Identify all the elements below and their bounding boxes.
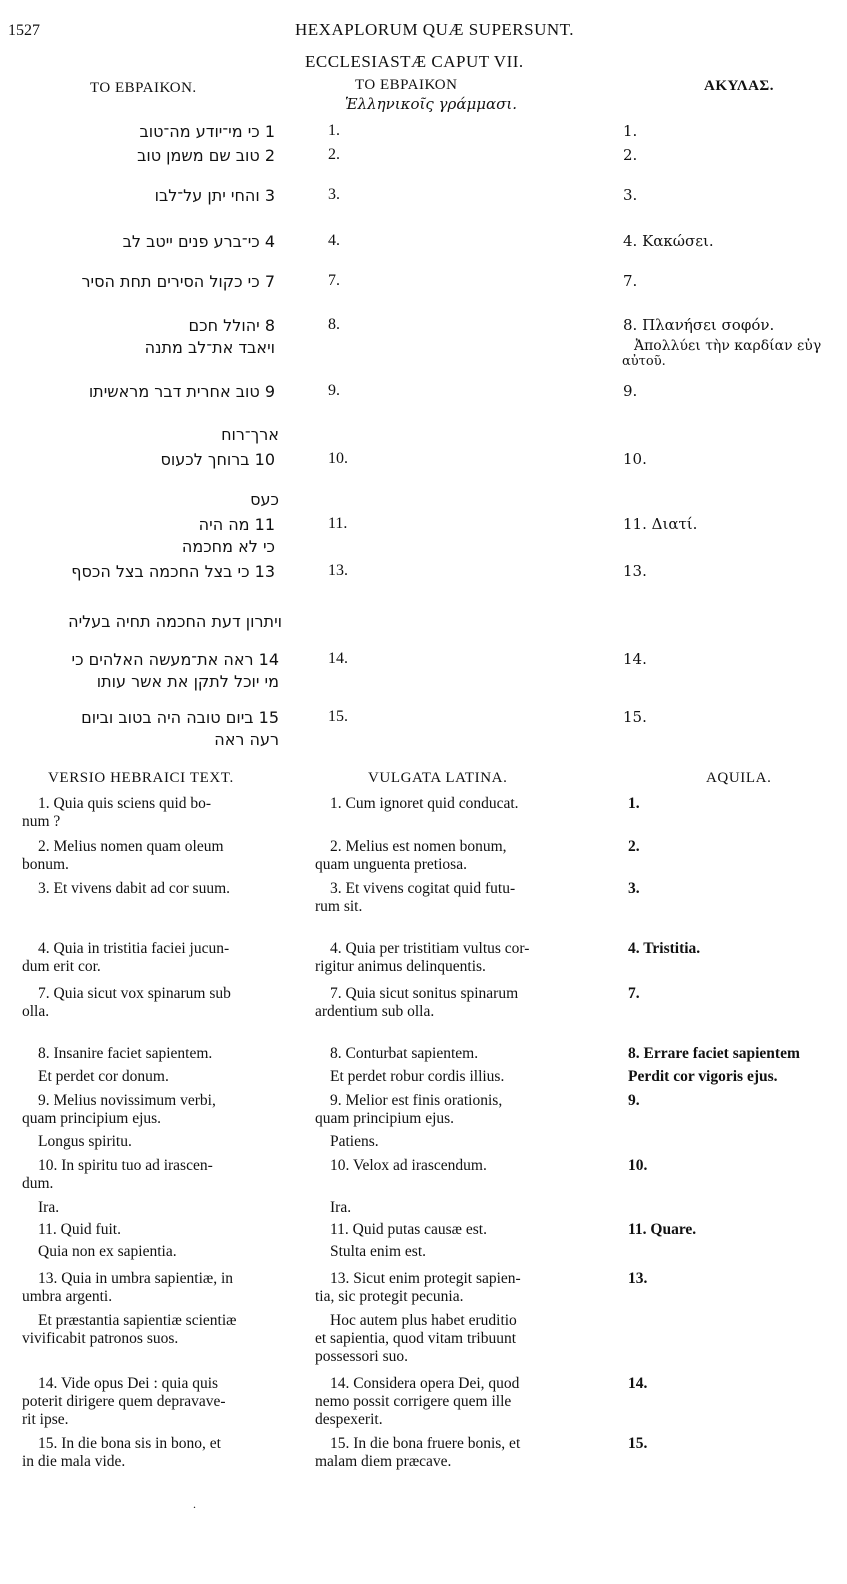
aquila-latin-line: 1. [628,795,640,812]
aquila-greek-entry: 8. Πλανήσει σοφόν. [623,316,775,334]
aquila-greek-entry: 15. [623,708,647,726]
hebrew-line: 10 ברוחך לכעוס [160,450,275,469]
versio-line: 3. Et vivens dabit ad cor suum. [38,880,230,897]
vulgata-line: 4. Quia per tristitiam vultus cor- [330,940,530,957]
versio-line: 15. In die bona sis in bono, et [38,1435,221,1452]
hebrew-line: 8 יהולל חכם [188,316,275,335]
aquila-latin-line: 10. [628,1157,648,1174]
vulgata-line: Hoc autem plus habet eruditio [330,1312,517,1329]
vulgata-line: 9. Melior est finis orationis, [330,1092,503,1109]
vulgata-line: quam principium ejus. [315,1110,455,1127]
versio-line: 4. Quia in tristitia faciei jucun- [38,940,230,957]
vulgata-line: Stulta enim est. [330,1243,427,1260]
hebrew-line: 4 כי־ברע פנים ייטב לב [122,232,275,251]
chapter-title: ECCLESIASTÆ CAPUT VII. [305,52,524,71]
versio-line: num ? [22,813,61,830]
transliteration-verse-number: 14. [328,650,348,667]
versio-line: rit ipse. [22,1411,69,1428]
hebrew-line: 14 ראה את־מעשה האלהים כי [71,650,279,669]
versio-line: Ira. [38,1199,60,1216]
aquila-latin-line: 7. [628,985,640,1002]
page-number: 1527 [8,22,40,39]
versio-line: Longus spiritu. [38,1133,132,1150]
vulgata-line: rigitur animus delinquentis. [315,958,486,975]
versio-line: 14. Vide opus Dei : quia quis [38,1375,219,1392]
vulgata-line: 14. Considera opera Dei, quod [330,1375,520,1392]
aquila-greek-entry: 2. [623,146,638,164]
aquila-latin-line: Perdit cor vigoris ejus. [628,1068,778,1085]
hebrew-line: 13 כי בצל החכמה בצל הכסף [71,562,275,581]
vulgata-line: 13. Sicut enim protegit sapien- [330,1270,521,1287]
transliteration-verse-number: 13. [328,562,348,579]
hebrew-line: 2 טוב שם משמן טוב [137,146,275,165]
column-subheader-transliterated: Ἑλληνικοῖς γράμμασι. [345,95,517,113]
vulgata-line: ardentium sub olla. [315,1003,435,1020]
hebrew-line: 15 ביום טובה היה בטוב וביום [81,708,279,727]
vulgata-line: possessori suo. [315,1348,409,1365]
vulgata-line: tia, sic protegit pecunia. [315,1288,464,1305]
column-header-transliterated: ΤΟ ΕΒΡΑΙΚΟΝ [355,77,458,93]
versio-line: in die mala vide. [22,1453,126,1470]
footer-mark: . [193,1497,196,1511]
aquila-greek-entry: Ἀπολλύει τὴν καρδίαν εὐγ [634,338,822,354]
column-header-hebrew: ΤΟ ΕΒΡΑΙΚΟΝ. [90,80,197,96]
transliteration-verse-number: 7. [328,272,340,289]
transliteration-verse-number: 11. [328,515,348,532]
aquila-greek-entry: 10. [623,450,647,468]
aquila-latin-line: 14. [628,1375,648,1392]
versio-line: 10. In spiritu tuo ad irascen- [38,1157,213,1174]
aquila-latin-line: 11. Quare. [628,1221,697,1238]
aquila-latin-line: 15. [628,1435,648,1452]
hebrew-line: רעה ראה [214,730,279,749]
versio-line: 7. Quia sicut vox spinarum sub [38,985,231,1002]
vulgata-line: Et perdet robur cordis illius. [330,1068,505,1085]
versio-line: 11. Quid fuit. [38,1221,121,1238]
versio-line: quam principium ejus. [22,1110,162,1127]
vulgata-line: rum sit. [315,898,363,915]
aquila-greek-entry: 9. [623,382,638,400]
versio-line: 1. Quia quis sciens quid bo- [38,795,212,812]
aquila-greek-entry: 3. [623,186,638,204]
versio-line: olla. [22,1003,50,1020]
vulgata-line: nemo possit corrigere quem ille [315,1393,512,1410]
column-header-versio: VERSIO HEBRAICI TEXT. [48,770,234,786]
aquila-latin-line: 9. [628,1092,640,1109]
vulgata-line: 2. Melius est nomen bonum, [330,838,507,855]
versio-line: 9. Melius novissimum verbi, [38,1092,216,1109]
versio-line: dum. [22,1175,54,1192]
aquila-latin-line: 13. [628,1270,648,1287]
versio-line: 2. Melius nomen quam oleum [38,838,224,855]
vulgata-line: 7. Quia sicut sonitus spinarum [330,985,519,1002]
transliteration-verse-number: 3. [328,186,340,203]
vulgata-line: quam unguenta pretiosa. [315,856,467,873]
hebrew-line: 1 כי מי־יודע מה־טוב [139,122,275,141]
versio-line: 13. Quia in umbra sapientiæ, in [38,1270,234,1287]
transliteration-verse-number: 9. [328,382,340,399]
aquila-latin-line: 8. Errare faciet sapientem [628,1045,800,1062]
aquila-latin-line: 2. [628,838,640,855]
vulgata-line: 3. Et vivens cogitat quid futu- [330,880,516,897]
running-head: HEXAPLORUM QUÆ SUPERSUNT. [295,20,575,39]
hebrew-line: ויאבד את־לב מתנה [144,338,275,357]
aquila-greek-entry: 7. [623,272,638,290]
hebrew-line: 9 טוב אחרית דבר מראשיתו [88,382,275,401]
vulgata-line: 8. Conturbat sapientem. [330,1045,479,1062]
hebrew-line: ארך־רוח [221,425,279,444]
aquila-latin-line: 3. [628,880,640,897]
vulgata-line: 1. Cum ignoret quid conducat. [330,795,519,812]
aquila-greek-entry: αὐτοῦ. [622,354,666,369]
vulgata-line: et sapientia, quod vitam tribuunt [315,1330,517,1347]
hebrew-line: 7 כי כקול הסירים תחת הסיר [81,272,275,291]
versio-line: Et præstantia sapientiæ scientiæ [38,1312,237,1329]
versio-line: bonum. [22,856,69,873]
hebrew-line: כעס [250,490,279,509]
hebrew-line: 11 מה היה [198,515,275,534]
transliteration-verse-number: 1. [328,122,340,139]
aquila-greek-entry: 11. Διατί. [623,515,698,533]
versio-line: vivificabit patronos suos. [22,1330,179,1347]
vulgata-line: despexerit. [315,1411,383,1428]
hebrew-line: מי יוכל לתקן את אשר עותו [96,672,279,691]
hebrew-line: 3 והחי יתן על־לבו [154,186,275,205]
versio-line: poterit dirigere quem depravave- [22,1393,226,1410]
versio-line: umbra argenti. [22,1288,113,1305]
aquila-greek-entry: 4. Κακώσει. [623,232,714,250]
transliteration-verse-number: 8. [328,316,340,333]
versio-line: 8. Insanire faciet sapientem. [38,1045,213,1062]
vulgata-line: Ira. [330,1199,352,1216]
column-header-vulgata: VULGATA LATINA. [368,770,508,786]
transliteration-verse-number: 4. [328,232,340,249]
hebrew-line: כי לא מחכמה [181,537,275,556]
versio-line: dum erit cor. [22,958,101,975]
transliteration-verse-number: 2. [328,146,340,163]
aquila-greek-entry: 1. [623,122,638,140]
versio-line: Et perdet cor donum. [38,1068,169,1085]
vulgata-line: 11. Quid putas causæ est. [330,1221,487,1238]
versio-line: Quia non ex sapientia. [38,1243,177,1260]
vulgata-line: Patiens. [330,1133,379,1150]
vulgata-line: 15. In die bona fruere bonis, et [330,1435,521,1452]
column-header-aquila-greek: ΑΚΥΛΑΣ. [704,78,774,94]
aquila-greek-entry: 14. [623,650,647,668]
aquila-latin-line: 4. Tristitia. [628,940,701,957]
transliteration-verse-number: 10. [328,450,348,467]
transliteration-verse-number: 15. [328,708,348,725]
vulgata-line: malam diem præcave. [315,1453,452,1470]
aquila-greek-entry: 13. [623,562,647,580]
vulgata-line: 10. Velox ad irascendum. [330,1157,487,1174]
column-header-aquila: AQUILA. [706,770,772,786]
hebrew-line: ויתרון דעת החכמה תחיה בעליה [68,612,282,631]
